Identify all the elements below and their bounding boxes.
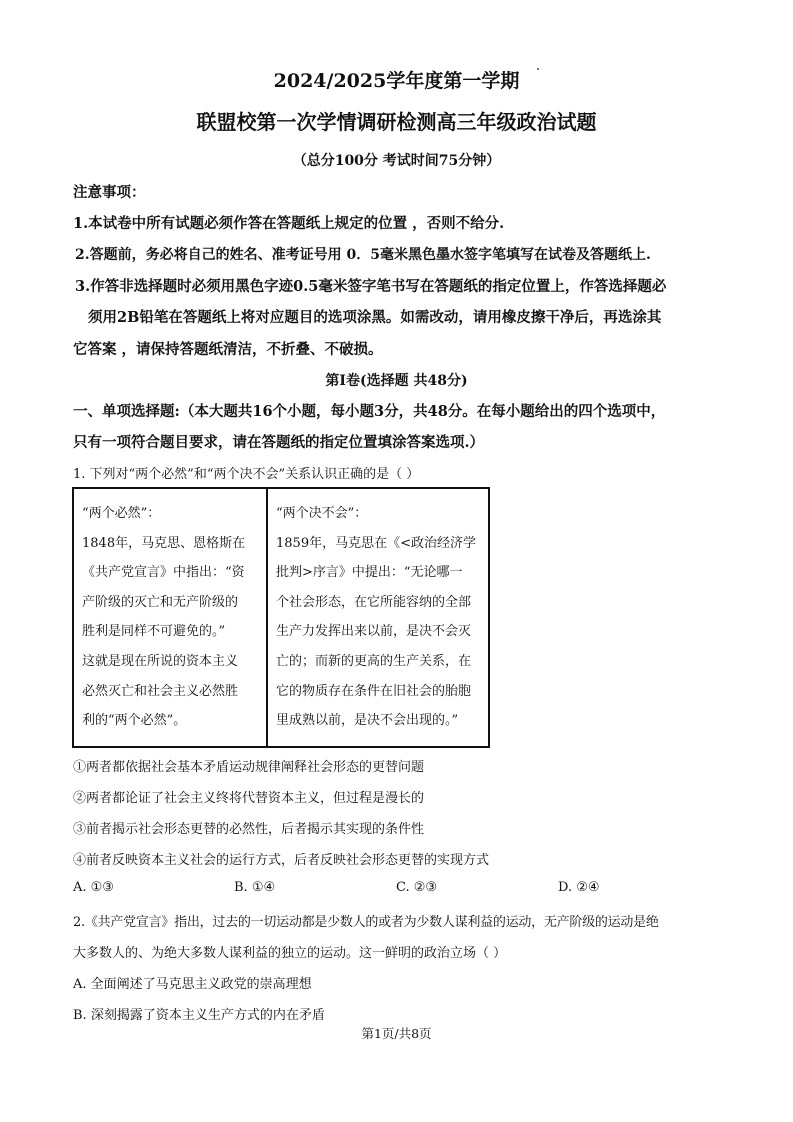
notice-item-3-cont: 须用2B铅笔在答题纸上将对应题目的选项涂黑。如需改动，请用橡皮擦干净后，再选涂其 xyxy=(88,309,662,326)
two-inevitables-cell xyxy=(73,488,267,747)
cell-line: “两个决不会”： xyxy=(276,506,368,521)
cell-line: 里成熟以前，是决不会出现的。” xyxy=(276,713,459,729)
cell-line: 胜利是同样不可避免的。” xyxy=(82,624,226,640)
q2-stem-line1: 2.《共产党宣言》指出，过去的一切运动都是少数人的或者为少数人谋利益的运动，无产阶级的运动是绝 xyxy=(73,915,659,930)
q1-option-a: A. ①③ xyxy=(73,880,114,895)
section-desc-line1: 一、单项选择题:（本大题共16个小题，每小题3分，共48分。在每小题给出的四个选项中， xyxy=(73,403,666,420)
cell-line: 它的物质存在条件在旧社会的胎胞 xyxy=(276,683,472,699)
two-never-cell xyxy=(267,488,489,747)
notice-item-3-end: 它答案 ，请保持答题纸清洁，不折叠、不破损。 xyxy=(73,341,383,358)
q1-statement-1: ①两者都依据社会基本矛盾运动规律阐释社会形态的更替问题 xyxy=(73,760,425,775)
cell-line: “两个必然”： xyxy=(82,506,161,521)
cell-line: 这就是现在所说的资本主义 xyxy=(82,653,239,669)
cell-line: 1859年，马克思在《<政治经济学 xyxy=(276,535,476,551)
q1-statement-2: ②两者都论证了社会主义终将代替资本主义，但过程是漫长的 xyxy=(73,791,425,806)
section-desc-line2: 只有一项符合题目要求，请在答题纸的指定位置填涂答案选项.） xyxy=(73,434,485,451)
exam-title: 联盟校第一次学情调研检测高三年级政治试题 xyxy=(196,110,597,134)
section-title: 第Ⅰ卷(选择题 共48分) xyxy=(325,373,468,389)
cell-line: 利的“两个必然”。 xyxy=(82,713,187,729)
cell-line: 生产力发挥出来以前，是决不会灭 xyxy=(276,624,472,640)
cell-line: 产阶级的灭亡和无产阶级的 xyxy=(82,594,239,610)
notice-item-2: 2.答题前，务必将自己的姓名、准考证号用 0．5毫米黑色墨水签字笔填写在试卷及答题纸上. xyxy=(75,247,651,263)
q1-statement-4: ④前者反映资本主义社会的运行方式，后者反映社会形态更替的实现方式 xyxy=(73,853,490,868)
q2-stem-line2: 大多数人的、为绝大多数人谋利益的独立的运动。这一鲜明的政治立场（ ） xyxy=(73,946,507,961)
page-number: 第1页/共8页 xyxy=(361,1026,432,1041)
q1-option-d: D. ②④ xyxy=(558,880,600,895)
cell-line: 1848年，马克思、恩格斯在 xyxy=(82,535,246,551)
exam-score-time: （总分100分 考试时间75分钟） xyxy=(292,153,501,169)
q1-statement-3: ③前者揭示社会形态更替的必然性，后者揭示其实现的条件性 xyxy=(73,822,425,837)
cell-line: 必然灭亡和社会主义必然胜 xyxy=(82,683,239,699)
q1-option-b: B. ①④ xyxy=(234,880,276,895)
q1-stem: 1. 下列对“两个必然”和“两个决不会”关系认识正确的是（ ） xyxy=(73,467,420,482)
q2-option-a: A. 全面阐述了马克思主义政党的崇高理想 xyxy=(73,977,312,992)
notice-title: 注意事项： xyxy=(73,184,146,201)
q1-option-c: C. ②③ xyxy=(396,880,438,895)
cell-line: 《共产党宣言》中指出：“资 xyxy=(82,565,245,581)
q2-option-b: B. 深刻揭露了资本主义生产方式的内在矛盾 xyxy=(73,1008,325,1023)
cell-line: 亡的；而新的更高的生产关系，在 xyxy=(276,653,472,669)
q1-comparison-table xyxy=(72,487,490,748)
exam-term: 2024/2025学年度第一学期 xyxy=(273,70,520,92)
notice-item-1: 1.本试卷中所有试题必须作答在答题纸上规定的位置 ，否则不给分. xyxy=(73,215,505,232)
cell-line: 批判>序言》中提出：“无论哪一 xyxy=(276,565,463,581)
notice-item-3: 3.作答非选择题时必须用黑色字迹0.5毫米签字笔书写在答题纸的指定位置上，作答选择题必 xyxy=(75,278,667,295)
cell-line: 个社会形态，在它所能容纳的全部 xyxy=(276,594,472,610)
